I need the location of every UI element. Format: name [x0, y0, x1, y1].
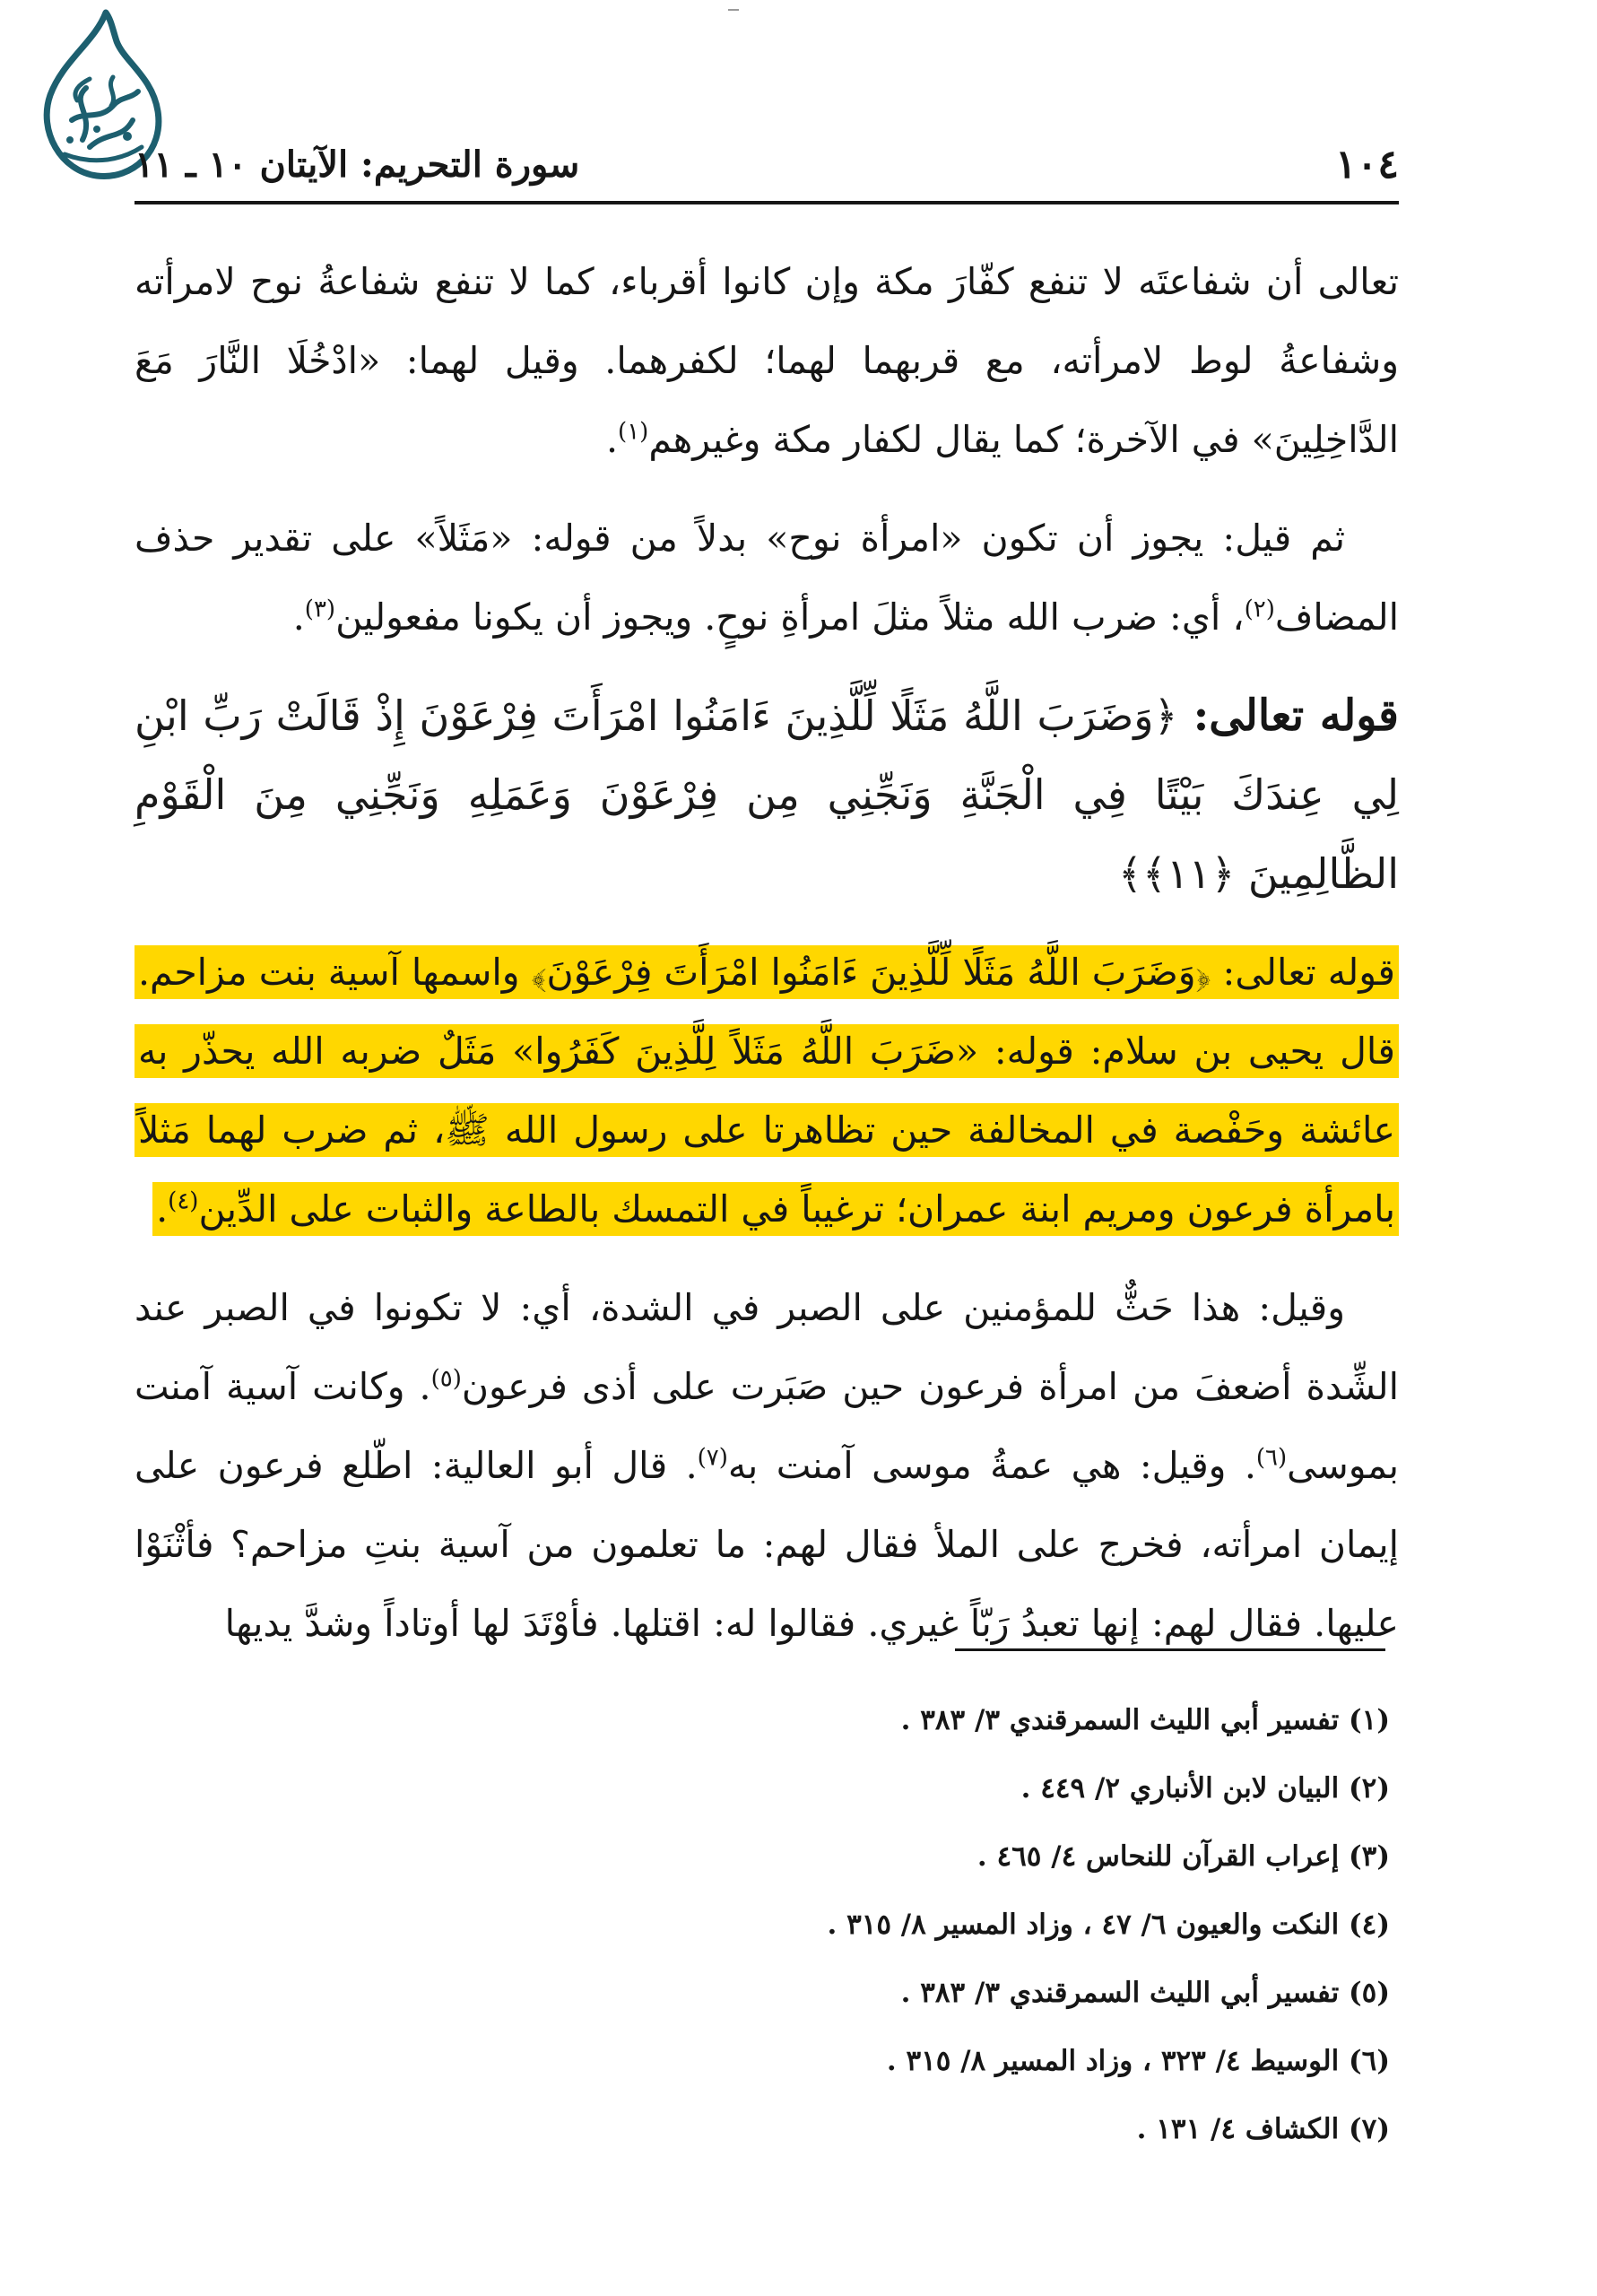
- paragraph-1: [135, 242, 1399, 479]
- footnote-2: (٢) البيان لابن الأنباري ٢/ ٤٤٩ .: [1020, 1772, 1390, 1805]
- verse-lead: قوله تعالى:: [1193, 691, 1399, 741]
- paragraph-3-quran: ﴿وَضَرَبَ اللَّهُ مَثَلًا لِّلَّذِينَ ءَامَنُوا امْرَأَتَ فِرْعَوْنَ﴾: [531, 951, 1211, 994]
- footnote-6: (٦) الوسيط ٤/ ٣٢٣ ، وزاد المسير ٨/ ٣١٥ .: [886, 2045, 1390, 2077]
- footnote-3: (٣) إعراب القرآن للنحاس ٤/ ٤٦٥ .: [976, 1840, 1390, 1873]
- footnote-ref-6: (٦): [1255, 1444, 1288, 1472]
- verse-text: ﴿وَضَرَبَ اللَّهُ مَثَلًا لِّلَّذِينَ ءَامَنُوا امْرَأَتَ فِرْعَوْنَ إِذْ قَالَتْ رَبِّ ابْنِ لِي عِندَكَ بَيْتًا فِي الْجَنَّةِ وَنَجِّنِي مِن فِرْعَوْنَ وَعَمَلِهِ وَنَجِّنِي مِنَ الْقَوْمِ الظَّالِمِينَ ﴿١١﴾﴾: [135, 691, 1399, 898]
- footnote-ref-4: (٤): [168, 1187, 199, 1215]
- footnote-ref-5: (٥): [430, 1365, 462, 1393]
- footnote-ref-3: (٣): [304, 596, 336, 623]
- footnote-ref-2: (٢): [1244, 596, 1275, 623]
- top-edge-mark: [728, 9, 739, 11]
- paragraph-4-text-1: وقيل: هذا حَثٌّ للمؤمنين على الصبر في الشدة، أي: لا تكونوا في الصبر عند الشِّدة أضعفَ من امرأة فرعون حين صَبَرت على أذى فرعون: [135, 1286, 1399, 1408]
- paragraph-2-end: .: [292, 596, 305, 639]
- footnote-5: (٥) تفسير أبي الليث السمرقندي ٣/ ٣٨٣ .: [900, 1977, 1390, 2009]
- paragraph-3-text: واسمها آسية بنت مزاحم. قال يحيى بن سلام: قوله: «ضَرَبَ اللَّهُ مَثَلاً لِلَّذِينَ كَفَرُوا» مَثَلٌ ضربه الله يحذّر به عائشة وحَفْصة في المخالفة حين تظاهرتا على رسول الله ﷺ، ثم ضرب لهما مَثلاً بامرأة فرعون ومريم ابنة عمران؛ ترغيباً في التمسك بالطاعة والثبات على الدِّين: [138, 951, 1395, 1231]
- footnote-1: (١) تفسير أبي الليث السمرقندي ٣/ ٣٨٣ .: [900, 1704, 1390, 1736]
- footnotes: [135, 1686, 1390, 2163]
- paragraph-2: [135, 499, 1399, 657]
- header-rule: [135, 201, 1399, 204]
- paragraph-4-text-2: . وكانت آسية آمنت بموسى: [135, 1365, 1399, 1487]
- paragraph-3-highlighted: [135, 933, 1399, 1248]
- paragraph-1-text: تعالى أن شفاعتَه لا تنفع كفّارَ مكة وإن كانوا أقرباء، كما لا تنفع شفاعةُ نوح لامرأته وشفاعةُ لوط لامرأته، مع قربهما لهما؛ لكفرهما. وقيل لهما: «ادْخُلَا النَّارَ مَعَ الدَّاخِلِينَ» في الآخرة؛ كما يقال لكفار مكة وغيرهم: [135, 260, 1399, 461]
- footnote-rule: [955, 1648, 1385, 1651]
- paragraph-2-middle: ، أي: ضرب الله مثلاً مثلَ امرأةِ نوحٍ. ويجوز أن يكونا مفعولين: [335, 596, 1245, 639]
- footnote-ref-7: (٧): [697, 1444, 728, 1472]
- page-number: ١٠٤: [1335, 142, 1399, 187]
- paragraph-4-text-3: . وقيل: هي عمةُ موسى آمنت به: [727, 1444, 1256, 1487]
- running-header: [135, 135, 1399, 196]
- paragraph-4-text-4: . قال أبو العالية: اطّلع فرعون على إيمان امرأته، فخرج على الملأ فقال لهم: ما تعلمون من آسية بنتِ مزاحم؟ فأثْنَوْا عليها. فقال لهم: إنها تعبدُ رَبّاً غيري. فقالوا له: اقتلها. فأوْتَدَ لها أوتاداً وشدَّ يديها: [135, 1444, 1399, 1645]
- verse-block: [135, 676, 1399, 913]
- footnote-7: (٧) الكشاف ٤/ ١٣١ .: [1136, 2113, 1390, 2145]
- footnote-4: (٤) النكت والعيون ٦/ ٤٧ ، وزاد المسير ٨/ ٣١٥ .: [827, 1909, 1390, 1941]
- paragraph-1-end: .: [605, 418, 619, 461]
- highlighted-passage: [135, 945, 1399, 1236]
- paragraph-3-end: .: [156, 1187, 169, 1231]
- footnote-ref-1: (١): [618, 418, 649, 446]
- paragraph-3-lead: قوله تعالى:: [1222, 951, 1395, 994]
- surah-title: سورة التحريم: الآيتان ١٠ ـ ١١: [135, 144, 580, 186]
- paragraph-4: [135, 1268, 1399, 1663]
- paragraph-2-text: ثم قيل: يجوز أن تكون «امرأة نوح» بدلاً من قوله: «مَثَلاً» على تقدير حذف المضاف: [135, 517, 1399, 639]
- main-text: [135, 242, 1399, 1683]
